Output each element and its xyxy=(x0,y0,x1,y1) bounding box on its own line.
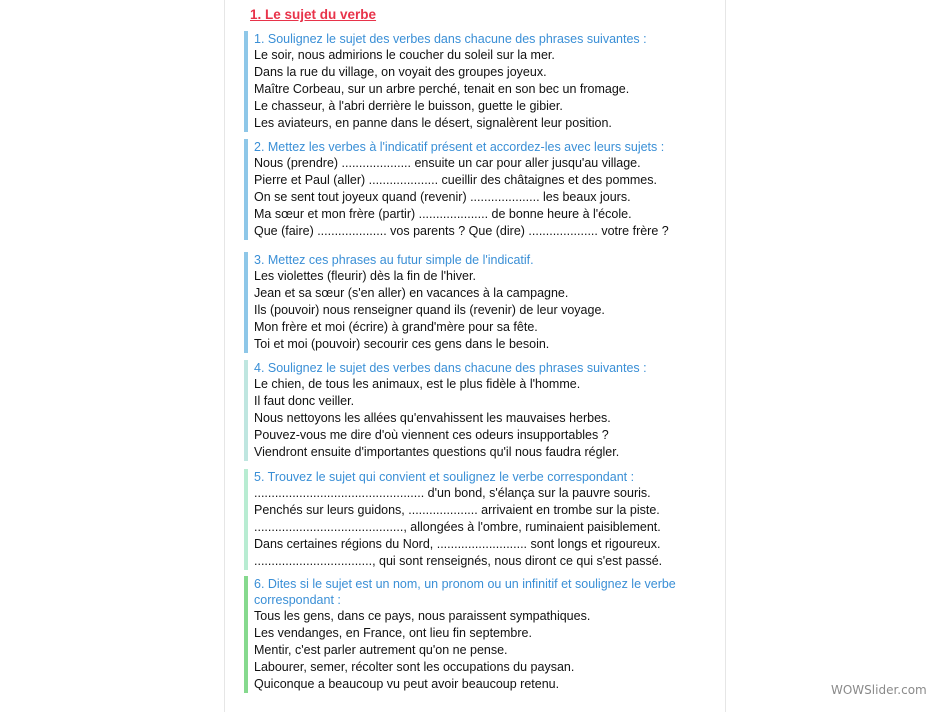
exercise-line: Le soir, nous admirions le coucher du soleil sur la mer. xyxy=(254,48,555,62)
exercise-line: Ils (pouvoir) nous renseigner quand ils (revenir) de leur voyage. xyxy=(254,302,605,317)
exercise-4 xyxy=(244,360,714,461)
exercise-5 xyxy=(244,469,714,570)
page-title: 1. Le sujet du verbe xyxy=(250,7,377,22)
exercise-line: Tous les gens, dans ce pays, nous paraissent sympathiques. xyxy=(254,609,591,623)
exercise-line: ..........................................., allongées à l'ombre, ruminaient paisiblement. xyxy=(254,519,661,534)
exercise-3 xyxy=(244,252,714,353)
exercise-heading: 4. Soulignez le sujet des verbes dans chacune des phrases suivantes : xyxy=(254,361,647,375)
exercise-line: Pouvez-vous me dire d'où viennent ces odeurs insupportables ? xyxy=(254,427,609,442)
exercise-1 xyxy=(244,31,714,132)
exercise-heading: 1. Soulignez le sujet des verbes dans chacune des phrases suivantes : xyxy=(254,32,647,46)
exercise-line: Les aviateurs, en panne dans le désert, signalèrent leur position. xyxy=(254,115,612,130)
worksheet-page xyxy=(224,0,726,712)
exercise-line: Le chien, de tous les animaux, est le plus fidèle à l'homme. xyxy=(254,377,581,391)
exercise-6 xyxy=(244,576,714,693)
watermark: WOWSlider.com xyxy=(831,683,927,697)
exercise-line: Nous (prendre) .................... ensuite un car pour aller jusqu'au village. xyxy=(254,156,641,170)
exercise-line: Viendront ensuite d'importantes questions qu'il nous faudra régler. xyxy=(254,444,620,459)
exercise-line: Jean et sa sœur (s'en aller) en vacances à la campagne. xyxy=(254,285,569,300)
exercise-heading: 6. Dites si le sujet est un nom, un pronom ou un infinitif et soulignez le verbe correspondant : xyxy=(254,577,676,607)
exercise-line: Pierre et Paul (aller) .................... cueillir des châtaignes et des pommes. xyxy=(254,172,657,187)
exercise-line: Maître Corbeau, sur un arbre perché, tenait en son bec un fromage. xyxy=(254,81,630,96)
exercise-line: .................................., qui sont renseignés, nous diront ce qui s'est passé. xyxy=(254,553,663,568)
exercise-line: On se sent tout joyeux quand (revenir) .................... les beaux jours. xyxy=(254,189,631,204)
exercise-line: Il faut donc veiller. xyxy=(254,393,355,408)
exercise-line: Mon frère et moi (écrire) à grand'mère pour sa fête. xyxy=(254,319,538,334)
exercise-line: Le chasseur, à l'abri derrière le buisson, guette le gibier. xyxy=(254,98,563,113)
exercise-2 xyxy=(244,139,714,240)
exercise-line: Quiconque a beaucoup vu peut avoir beaucoup retenu. xyxy=(254,676,560,691)
exercise-line: Nous nettoyons les allées qu'envahissent les mauvaises herbes. xyxy=(254,410,611,425)
exercise-line: Dans la rue du village, on voyait des groupes joyeux. xyxy=(254,64,547,79)
exercise-heading: 3. Mettez ces phrases au futur simple de l'indicatif. xyxy=(254,253,534,267)
exercise-heading: 5. Trouvez le sujet qui convient et soulignez le verbe correspondant : xyxy=(254,470,635,484)
exercise-line: Dans certaines régions du Nord, .......................... sont longs et rigoureux. xyxy=(254,536,661,551)
exercise-line: Que (faire) .................... vos parents ? Que (dire) .................... votre frère ? xyxy=(254,223,669,238)
exercise-line: Mentir, c'est parler autrement qu'on ne pense. xyxy=(254,642,508,657)
exercise-line: Labourer, semer, récolter sont les occupations du paysan. xyxy=(254,659,575,674)
exercise-line: Ma sœur et mon frère (partir) .................... de bonne heure à l'école. xyxy=(254,206,632,221)
exercise-heading: 2. Mettez les verbes à l'indicatif présent et accordez-les avec leurs sujets : xyxy=(254,140,665,154)
exercise-line: Toi et moi (pouvoir) secourir ces gens dans le besoin. xyxy=(254,336,550,351)
exercise-line: Les violettes (fleurir) dès la fin de l'hiver. xyxy=(254,269,476,283)
exercise-line: ................................................. d'un bond, s'élança sur la pauvre souris. xyxy=(254,486,651,500)
exercise-line: Les vendanges, en France, ont lieu fin septembre. xyxy=(254,625,532,640)
exercise-line: Penchés sur leurs guidons, .................... arrivaient en trombe sur la piste. xyxy=(254,502,660,517)
